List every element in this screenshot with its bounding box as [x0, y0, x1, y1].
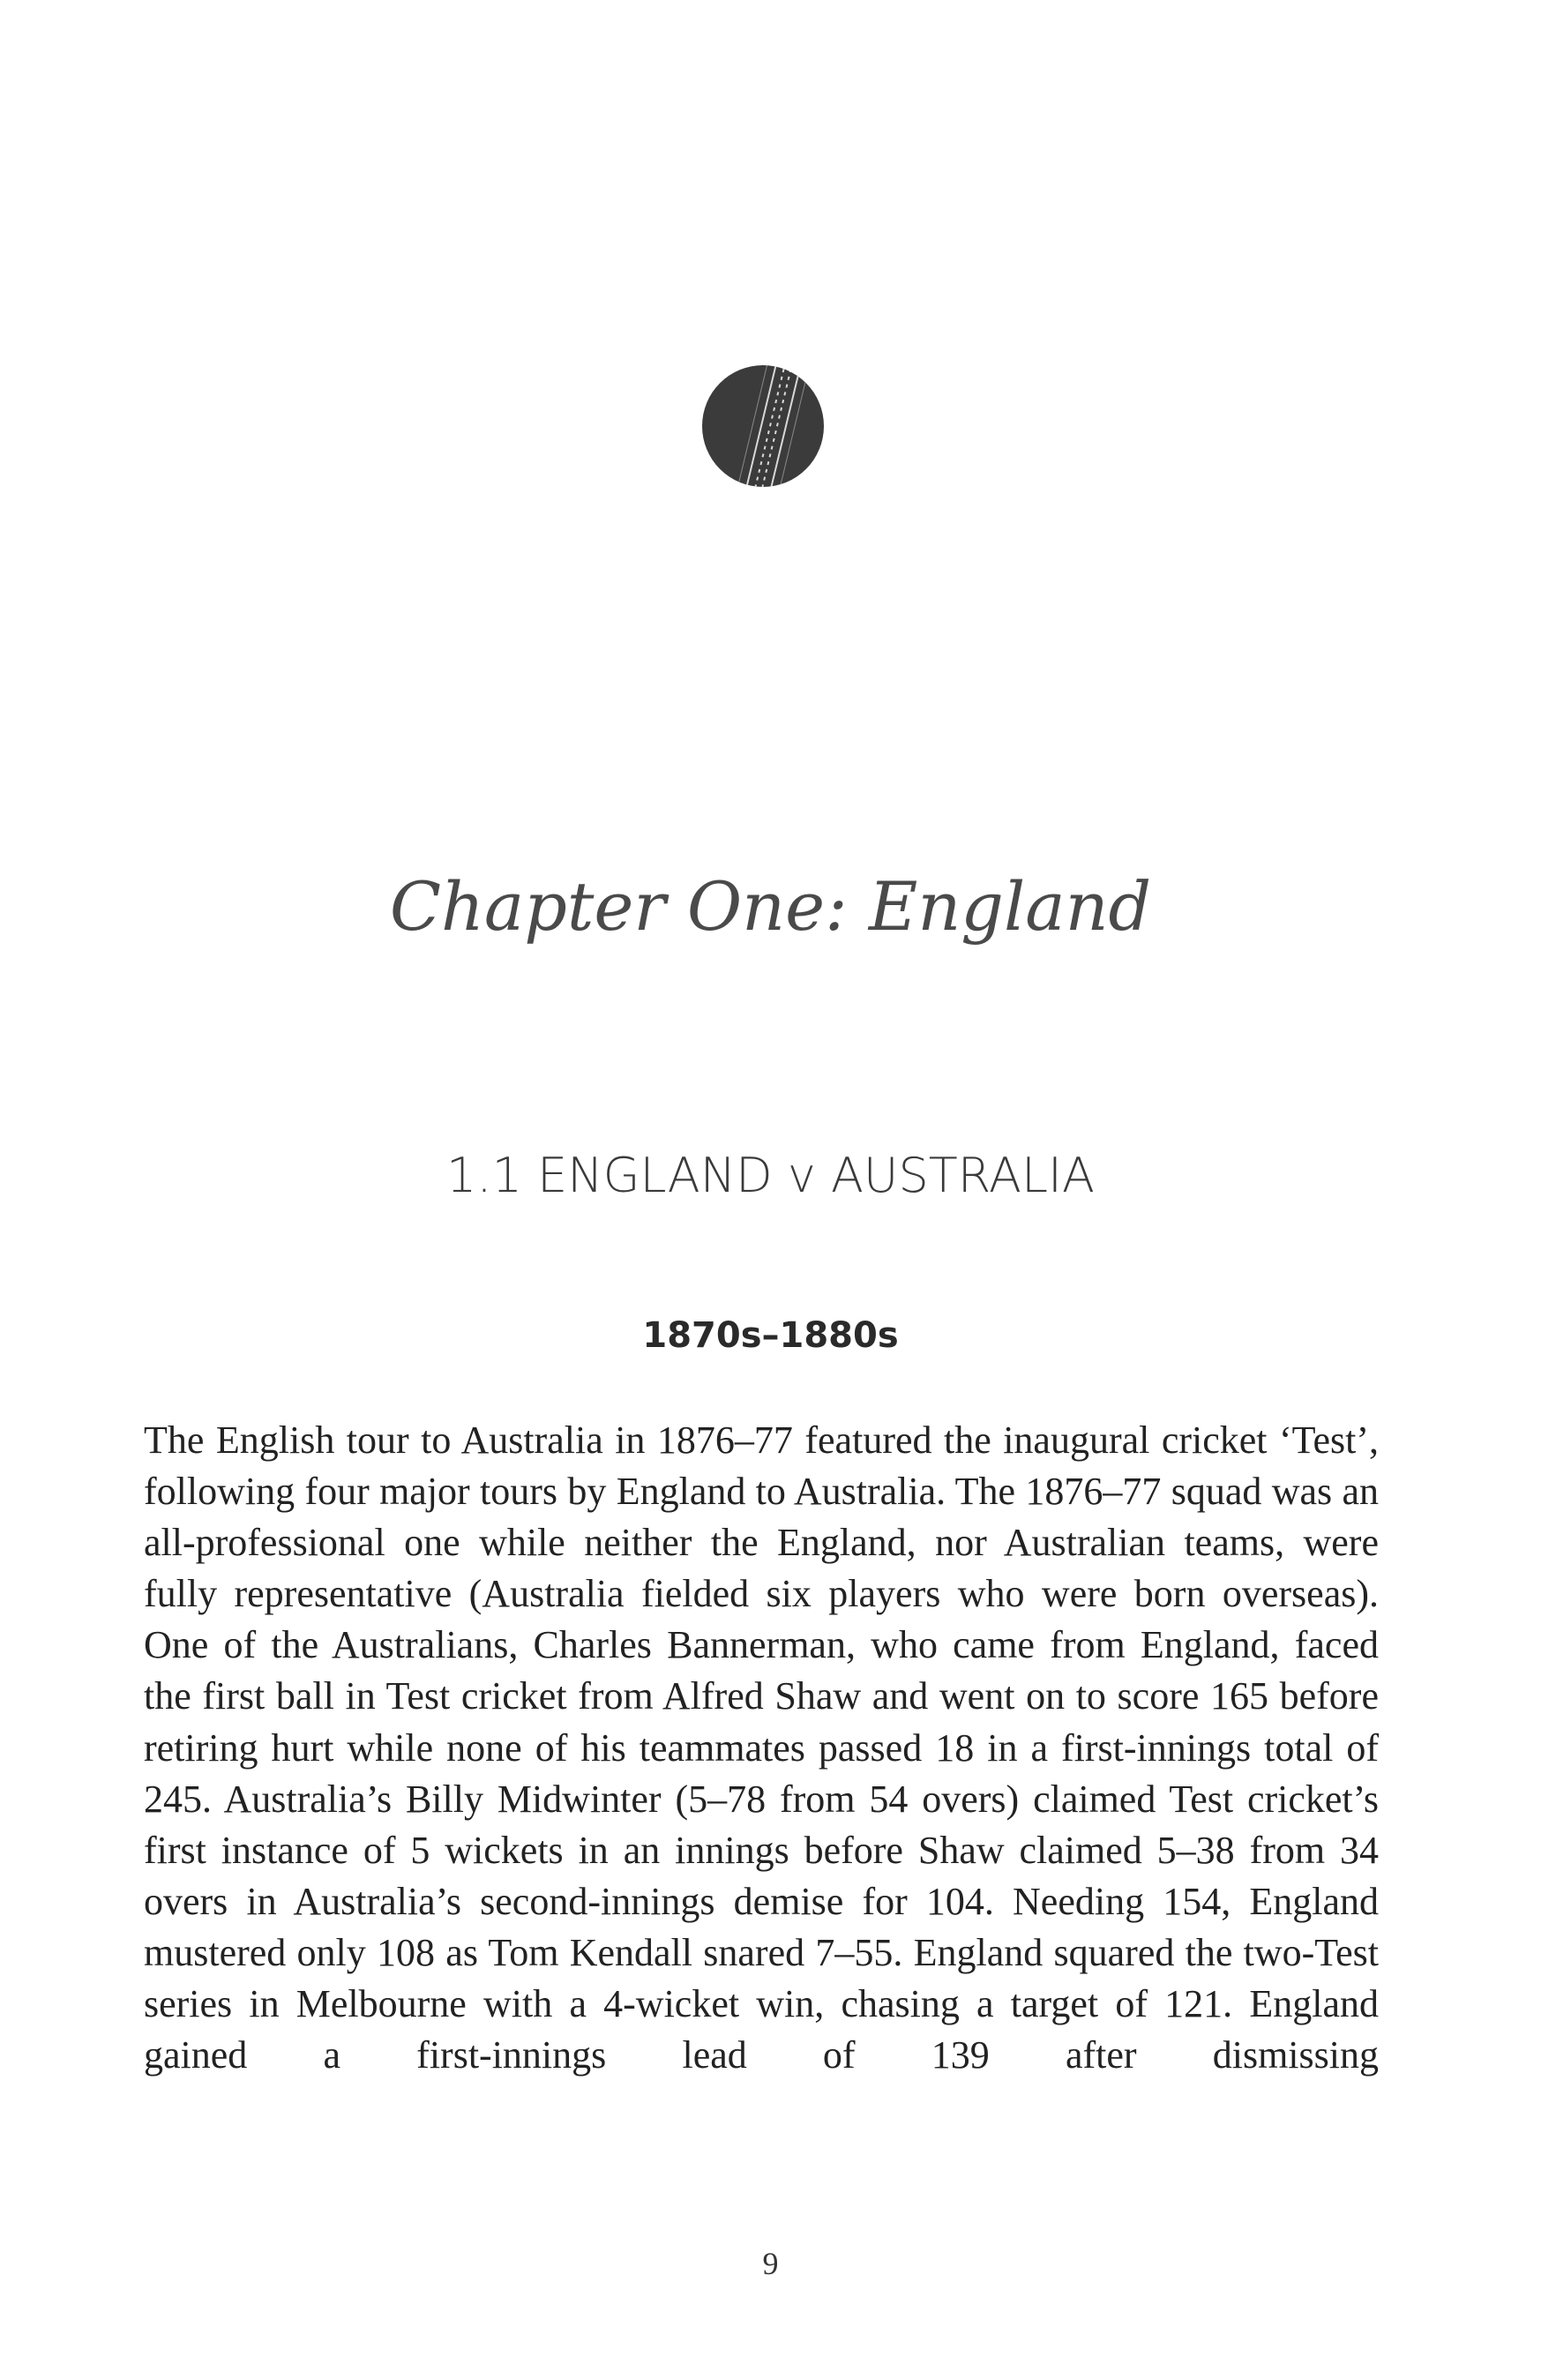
body-paragraph: The English tour to Australia in 1876–77 featured the inaugural cricket ‘Test’, following four major tours by England to Australia. The 1876–77 squad was an all-professional one while neither the England, nor Australian teams, were fully representative (Australia fielded six players who were born overseas). One of the Australians, Charles Bannerman, who came from England, faced the first ball in Test cricket from Alfred Shaw and went on to score 165 before retiring hurt while none of his teammates passed 18 in a first-innings total of 245. Australia’s Billy Midwinter (5–78 from 54 overs) claimed Test cricket’s first instance of 5 wickets in an innings before Shaw claimed 5–38 from 34 overs in Australia’s second-innings demise for 104. Needing 154, England mustered only 108 as Tom Kendall snared 7–55. England squared the two-Test series in Melbourne with a 4-wicket win, chasing a target of 121. England gained a first-innings lead of 139 after dismissing: [144, 1418, 1379, 2077]
era-heading: 1870s–1880s: [642, 1315, 899, 1356]
page-number: 9: [762, 2246, 779, 2281]
cricket-ball-icon: [700, 363, 826, 489]
chapter-title: Chapter One: England: [389, 867, 1152, 946]
section-heading: 1.1 ENGLAND v AUSTRALIA: [446, 1148, 1095, 1203]
